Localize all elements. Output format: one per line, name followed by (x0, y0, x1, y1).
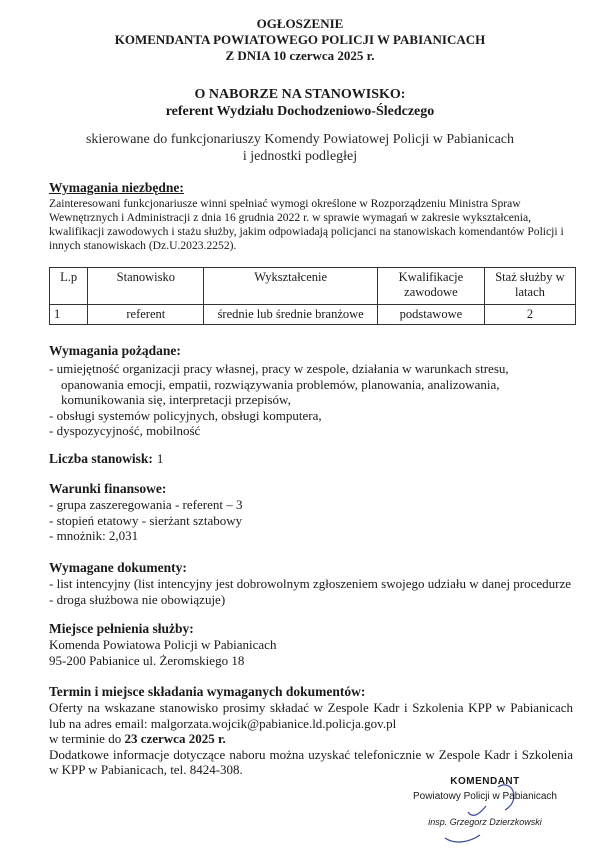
list-item: - mnożnik: 2,031 (49, 528, 139, 543)
position-name: referent Wydziału Dochodzeniowo-Śledczego (165, 104, 435, 119)
stamp-title: KOMENDANT (450, 776, 520, 787)
td-staz: 2 (484, 305, 575, 325)
stamp-name: insp. Grzegorz Dzierzkowski (428, 817, 542, 827)
th-wyksztalcenie: Wykształcenie (204, 268, 378, 305)
official-stamp (385, 776, 585, 827)
list-item: - grupa zaszeregowania - referent – 3 (49, 497, 243, 512)
th-kwalifikacje: Kwalifikacje zawodowe (377, 268, 484, 305)
list-item: - obsługi systemów policyjnych, obsługi komputera, (49, 407, 322, 423)
intro-line-1: skierowane do funkcjonariuszy Komendy Powiatowej Policji w Pabianicach (85, 132, 515, 147)
list-item: - umiejętność organizacji pracy własnej, pracy w zespole, działania w warunkach stresu, (49, 361, 509, 376)
th-lp: L.p (50, 268, 88, 305)
list-item: komunikowania się, interpretacji przepisów, (61, 392, 291, 407)
list-item: - stopień etatowy - sierżant sztabowy (49, 512, 243, 528)
td-stanowisko: referent (88, 305, 204, 325)
td-kwalifikacje: podstawowe (377, 305, 484, 325)
th-staz: Staż służby w latach (484, 268, 575, 305)
place-line-1: Komenda Powiatowa Policji w Pabianicach (49, 637, 277, 652)
stamp-unit: Powiatowy Policji w Pabianicach (413, 791, 557, 802)
required-text: Zainteresowani funkcjonariusze winni spełniać wymogi określone w Rozporządzeniu Ministra Spraw Wewnętrznych i Administracji z dnia 16 grudnia 2022 r. w sprawie wymagań w zakresie wykształcenia, kwalifikacji zawodowych i stażu służby, jakim odpowiadają policjanci na stanowiskach komendantów Policji i innych stanowiskach (Dz.U.2023.2252). (49, 197, 564, 252)
intro-line-2: i jednostki podległej (242, 149, 358, 164)
financial-title: Warunki finansowe: (49, 481, 167, 496)
list-item: - dyspozycyjność, mobilność (49, 423, 201, 438)
deadline-title: Termin i miejsce składania wymaganych dokumentów: (49, 684, 366, 699)
positions-label: Liczba stanowisk: (49, 451, 153, 466)
header-date: Z DNIA 10 czerwca 2025 r. (225, 48, 375, 63)
place-line-2: 95-200 Pabianice ul. Żeromskiego 18 (49, 652, 245, 668)
header-title: OGŁOSZENIE (256, 16, 344, 31)
place-title: Miejsce pełnienia służby: (49, 621, 194, 636)
td-lp: 1 (50, 305, 88, 325)
required-title: Wymagania niezbędne: (49, 180, 184, 195)
documents-title: Wymagane dokumenty: (49, 560, 187, 575)
deadline-date: 23 czerwca 2025 r. (124, 731, 226, 746)
positions-value: 1 (156, 451, 164, 466)
list-item: opanowania emocji, empatii, rozwiązywania problemów, planowania, analizowania, (61, 376, 500, 392)
desired-title: Wymagania pożądane: (49, 343, 181, 358)
documents-text: - list intencyjny (list intencyjny jest dobrowolnym zgłoszeniem swojego udziału w danej procedurze - droga służbowa nie obowiązuje) (49, 576, 572, 607)
recruitment-title: O NABORZE NA STANOWISKO: (194, 87, 406, 102)
th-stanowisko: Stanowisko (88, 268, 204, 305)
td-wyksztalcenie: średnie lub średnie branżowe (204, 305, 378, 325)
header-issuer: KOMENDANTA POWIATOWEGO POLICJI W PABIANICACH (114, 32, 486, 47)
deadline-date-prefix: w terminie do (49, 731, 125, 746)
deadline-text: Oferty na wskazane stanowisko prosimy składać w Zespole Kadr i Szkolenia KPP w Pabianicach lub na adres email: malgorzata.wojcik@pabianice.ld.policja.gov.pl (49, 700, 573, 731)
deadline-info: Dodatkowe informacje dotyczące naboru można uzyskać telefonicznie w Zespole Kadr i Szkolenia w KPP w Pabianicach, tel. 8424-308. (49, 746, 573, 777)
